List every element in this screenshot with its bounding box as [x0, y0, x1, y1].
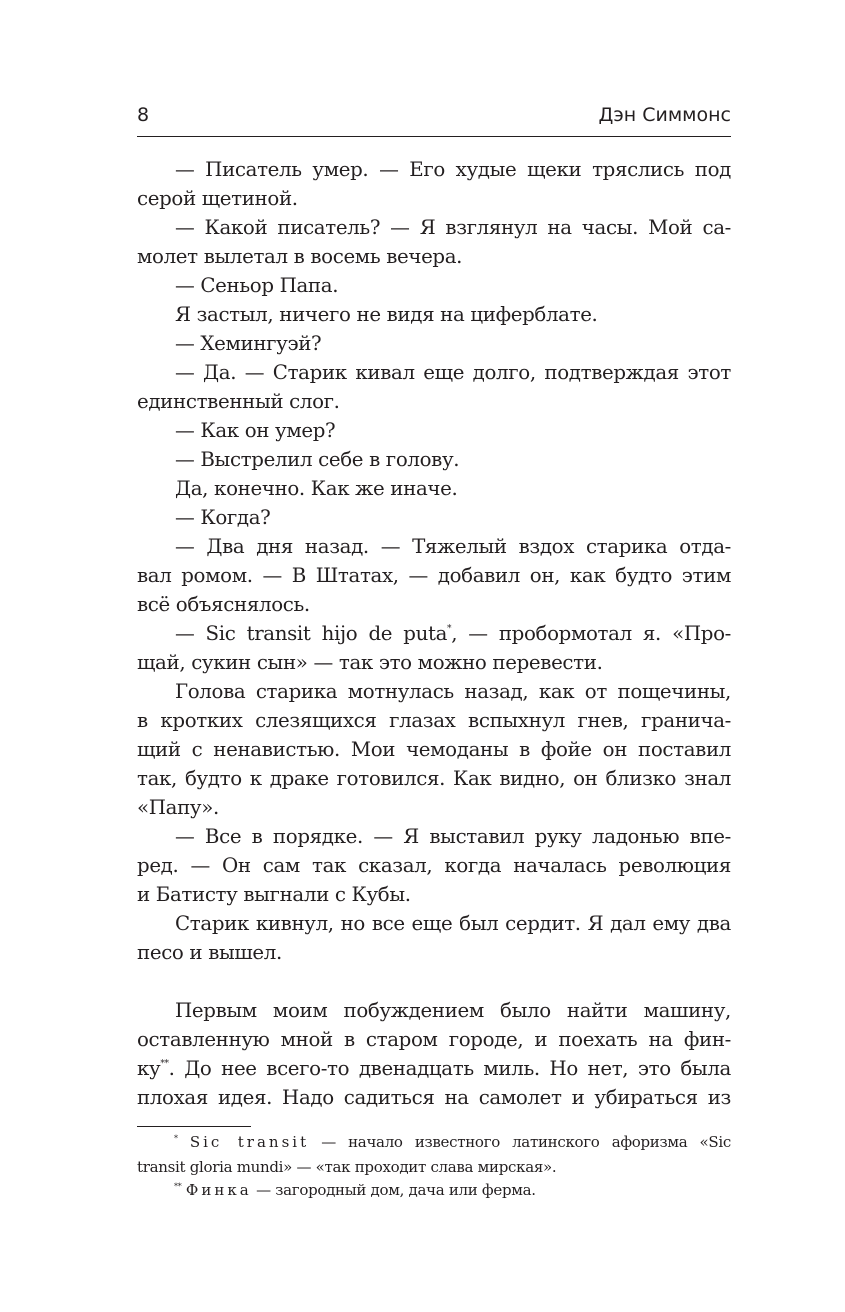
text-line: [137, 764, 731, 793]
text-line: [137, 532, 731, 561]
line-text: — Sic transit hijo de puta: [175, 622, 448, 645]
text-line: [137, 445, 731, 474]
text-line: [137, 996, 731, 1025]
footnotes: [137, 1131, 731, 1204]
line-text: Да, конечно. Как же иначе.: [175, 477, 458, 500]
text-line: [137, 619, 731, 648]
text-line: [137, 938, 731, 967]
line-text: — Когда?: [175, 506, 271, 529]
footnote-text: — загородный дом, дача или ферма.: [251, 1181, 536, 1199]
text-line: [137, 155, 731, 184]
text-line: [137, 474, 731, 503]
text-line: [137, 329, 731, 358]
text-line: [137, 677, 731, 706]
footnote-marker: **: [174, 1182, 182, 1191]
text-line: [137, 184, 731, 213]
text-line: [137, 416, 731, 445]
line-text: щий с ненавистью. Мои чемоданы в фойе он поставил: [137, 738, 731, 761]
line-text: ку: [137, 1057, 161, 1080]
line-text-continued: , — пробормотал я. «Про-: [451, 622, 731, 645]
footnote-rule: [137, 1126, 251, 1127]
text-line: [137, 735, 731, 764]
dialogue-section: [137, 155, 731, 967]
footnote-text: — начало известного латинского афоризма «Sic: [309, 1133, 731, 1151]
text-line: [137, 503, 731, 532]
text-line: [137, 561, 731, 590]
line-text: так, будто к драке готовился. Как видно, он близко знал: [137, 767, 731, 790]
narrative-section: [137, 996, 731, 1112]
line-text: Старик кивнул, но все еще был сердит. Я дал ему два: [175, 912, 731, 935]
line-text: — Писатель умер. — Его худые щеки тряслись под: [175, 158, 731, 181]
text-line: [137, 387, 731, 416]
line-text: плохая идея. Надо садиться на самолет и убираться из: [137, 1086, 731, 1109]
line-text: песо и вышел.: [137, 941, 282, 964]
line-text: Первым моим побуждением было найти машину,: [175, 999, 731, 1022]
line-text: «Папу».: [137, 796, 219, 819]
line-text: — Все в порядке. — Я выставил руку ладонью впе-: [175, 825, 731, 848]
line-text-continued: . До нее всего-то двенадцать миль. Но нет, это была: [168, 1057, 731, 1080]
footnote-text: transit gloria mundi» — «так проходит слава мирская».: [137, 1158, 557, 1176]
footnote-marker[interactable]: **: [160, 1059, 169, 1069]
body-text: [137, 155, 731, 1112]
line-text: и Батисту выгнали с Кубы.: [137, 883, 411, 906]
running-header-author: Дэн Симмонс: [598, 104, 731, 126]
section-break: [137, 967, 731, 996]
footnote-term: Финка: [185, 1181, 252, 1199]
line-text: — Как он умер?: [175, 419, 336, 442]
line-text: в кротких слезящихся глазах вспыхнул гнев, гранича-: [137, 709, 731, 732]
line-text: серой щетиной.: [137, 187, 298, 210]
text-line: [137, 1025, 731, 1054]
line-text: — Какой писатель? — Я взглянул на часы. Мой са-: [175, 216, 731, 239]
running-header: [137, 100, 731, 137]
line-text: Я застыл, ничего не видя на циферблате.: [175, 303, 598, 326]
footnote-marker: *: [174, 1134, 178, 1143]
line-text: — Два дня назад. — Тяжелый вздох старика отда-: [175, 535, 731, 558]
line-text: единственный слог.: [137, 390, 340, 413]
text-line: [137, 851, 731, 880]
text-line: [137, 213, 731, 242]
text-line: [137, 909, 731, 938]
text-line: [137, 880, 731, 909]
page-number: 8: [137, 104, 150, 126]
text-line: [137, 1054, 731, 1083]
text-line: [137, 1083, 731, 1112]
line-text: — Да. — Старик кивал еще долго, подтверждая этот: [175, 361, 731, 384]
line-text: — Выстрелил себе в голову.: [175, 448, 460, 471]
line-text: Голова старика мотнулась назад, как от пощечины,: [175, 680, 731, 703]
text-line: [137, 822, 731, 851]
footnote-line: [137, 1179, 731, 1204]
text-line: [137, 242, 731, 271]
text-line: [137, 648, 731, 677]
line-text: молет вылетал в восемь вечера.: [137, 245, 463, 268]
footnote-line: [137, 1156, 731, 1179]
line-text: — Хемингуэй?: [175, 332, 322, 355]
text-line: [137, 590, 731, 619]
line-text: — Сеньор Папа.: [175, 274, 339, 297]
text-line: [137, 793, 731, 822]
line-text: вал ромом. — В Штатах, — добавил он, как будто этим: [137, 564, 731, 587]
line-text: щай, сукин сын» — так это можно перевести.: [137, 651, 603, 674]
text-line: [137, 271, 731, 300]
footnote-marker[interactable]: *: [447, 624, 452, 634]
text-line: [137, 358, 731, 387]
line-text: оставленную мной в старом городе, и поехать на фин-: [137, 1028, 731, 1051]
text-line: [137, 706, 731, 735]
footnote-line: [137, 1131, 731, 1156]
footnote-term: Sic transit: [189, 1133, 310, 1151]
line-text: всё объяснялось.: [137, 593, 310, 616]
line-text: ред. — Он сам так сказал, когда началась революция: [137, 854, 731, 877]
text-line: [137, 300, 731, 329]
